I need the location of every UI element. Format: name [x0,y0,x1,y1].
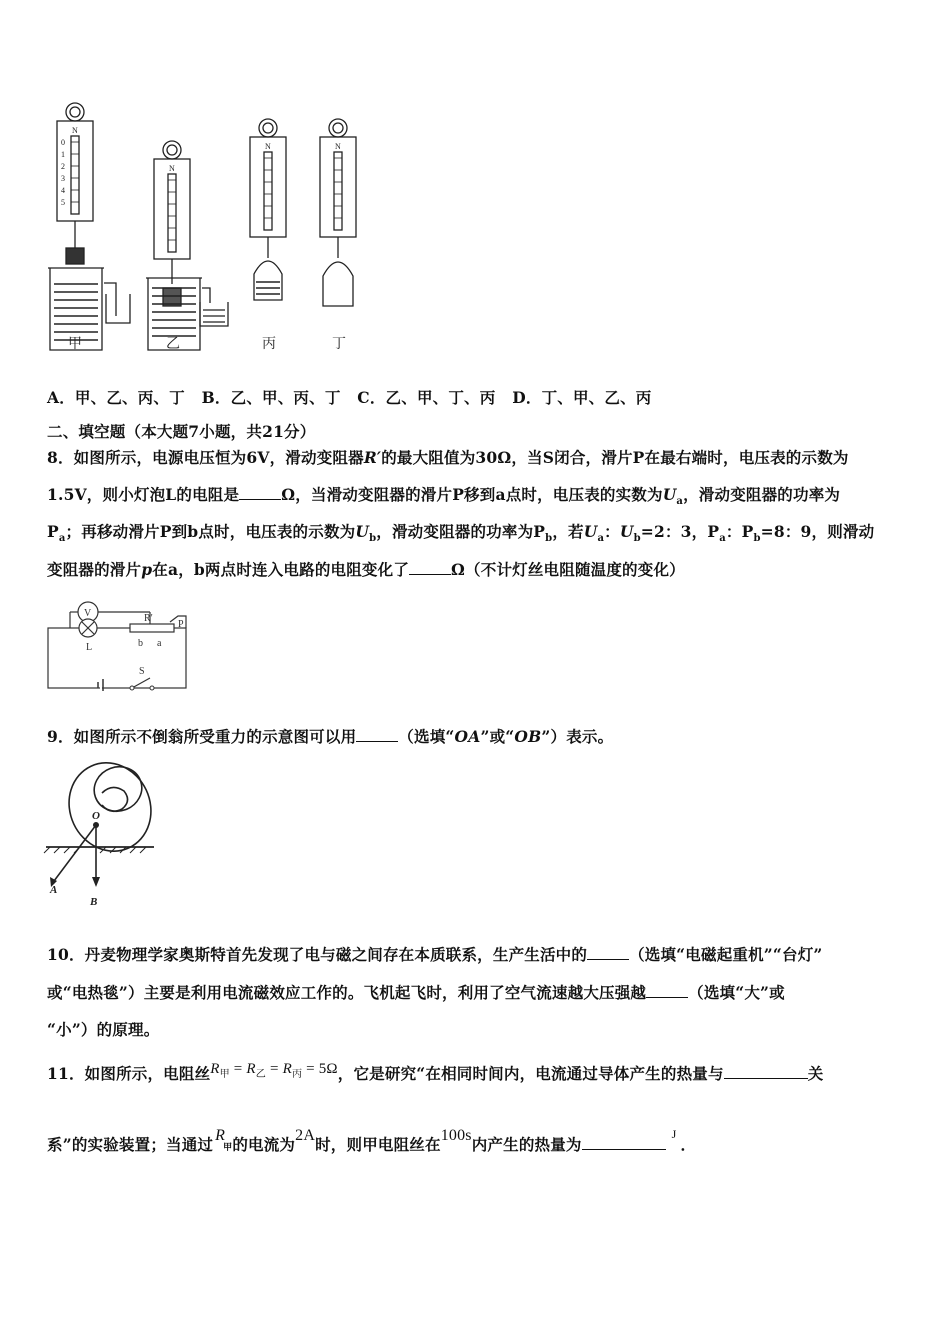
q9-tumbler-figure [40,755,170,915]
figure-label-bing: 丙 [262,337,276,352]
scale-tick-label: 3 [61,174,65,183]
q11-current: 2A [295,1127,316,1144]
q9-option-ob: OB [514,727,542,746]
answer-blank[interactable] [587,945,629,960]
q9-text: ”）表示。 [541,727,614,746]
q11-text: 的电流为 [232,1135,296,1154]
q8-text: ，若 [552,522,584,541]
q8-var-u: U [662,485,677,504]
switch-label: S [139,666,145,677]
figure-label-yi: 乙 [166,337,180,352]
q9-text: 9．如图所示不倒翁所受重力的示意图可以用 [47,727,357,746]
q9-option-oa: OA [454,727,481,746]
q8-var-p: p [141,560,153,579]
q8-text: ，滑动变阻器的功率为 [683,485,841,504]
q10-line-3: “小”）的原理。 [47,1020,160,1039]
q11-sub-jia: 甲 [223,1143,233,1153]
q10-text: （选填“电磁起重机”“台灯” [629,945,823,964]
scale-tick-label: 5 [61,198,65,207]
answer-blank[interactable] [409,560,451,575]
q11-unit-j: J [671,1127,677,1141]
q8-sub: b [545,533,553,545]
q8-text: 变阻器的滑片 [47,560,142,579]
rheostat-label: R′ [144,613,153,624]
scale-unit-n: N [169,164,175,173]
voltmeter-label: V [84,608,92,619]
slider-label: P [178,619,184,630]
q11-equation: $R_甲 = R_乙 = R_丙 = 5\Omega$ [210,1061,338,1080]
answer-blank[interactable] [356,727,398,742]
q8-sub: a [719,533,726,545]
eq-r: R [246,1061,256,1077]
answer-blank[interactable] [646,983,688,998]
q11-line-1 [47,1062,823,1086]
q8-sub: b [633,533,641,545]
q7-options: A．甲、乙、丙、丁 B．乙、甲、丙、丁 C．乙、甲、丁、丙 D．丁、甲、乙、丙 [47,388,652,407]
scale-unit-n: N [335,142,341,151]
q8-sub: a [676,496,684,508]
arrow-oa-icon [54,825,96,881]
q10-text: 或“电热毯”）主要是利用电流磁效应工作的。飞机起飞时，利用了空气流速越大压强越 [47,983,647,1002]
answer-blank[interactable] [724,1064,808,1079]
q9-line [47,725,613,747]
point-a-label: A [50,884,58,896]
q8-text: 的最大阻值为30Ω，当S闭合，滑片P在最右端时，电压表的示数为 [381,448,849,467]
q11-var-r: R [215,1127,226,1144]
switch-icon [132,678,150,688]
q8-text: P [47,522,59,541]
q11-text: ，它是研究“在相同时间内，电流通过导体产生的热量与 [337,1064,724,1083]
q8-sub: a [597,533,605,545]
q8-line-3 [47,520,874,544]
q10-line-1 [47,943,823,965]
q8-text: =2：3，P [640,522,720,541]
scale-tick-label: 1 [61,150,65,159]
q10-line-2 [47,981,785,1003]
q8-text: Ω（不计灯丝电阻随温度的变化） [451,560,685,579]
q8-text: Ω，当滑动变阻器的滑片P移到a点时，电压表的实数为 [281,485,663,504]
q11-text: 时，则甲电阻丝在 [315,1135,441,1154]
q9-text: ”或“ [480,727,515,746]
eq-sub-yi: 乙 [255,1069,266,1080]
eq-r: R [210,1061,220,1077]
scale-unit-n: N [72,126,78,135]
figure-label-ding: 丁 [332,337,346,352]
q8-text: ： [604,522,620,541]
q8-line-4 [47,558,685,580]
q11-text: 内产生的热量为 [471,1135,582,1154]
eq-value: 5Ω [318,1061,338,1077]
q11-text: 系”的实验装置；当通过 [47,1135,214,1154]
q8-text: ；再移动滑片P到b点时，电压表的示数为 [65,522,356,541]
answer-blank[interactable] [582,1135,666,1150]
q11-line-2 [47,1127,697,1155]
eq-sub-bing: 丙 [291,1069,303,1080]
scale-unit-n: N [265,142,271,151]
q8-var-rprime: R′ [363,448,382,467]
q8-sub: a [58,533,66,545]
scale-tick-label: 2 [61,162,65,171]
q11-text: ． [680,1135,697,1154]
point-a-label: a [157,638,162,649]
q8-sub: b [753,533,761,545]
spring-scales-figure [40,98,370,358]
q8-var-u: U [583,522,598,541]
q11-time: 100s [440,1127,472,1144]
q8-text: 1.5V，则小灯泡L的电阻是 [47,485,240,504]
figure-label-jia: 甲 [68,337,82,352]
point-b-label: B [90,896,98,908]
q11-text: 11．如图所示，电阻丝 [47,1064,211,1083]
q11-text: 关 [807,1064,824,1083]
point-o-label: O [92,810,100,822]
scale-tick-label: 4 [61,186,65,195]
rheostat-icon [130,624,174,632]
q8-var-u: U [619,522,634,541]
q9-text: （选填“ [398,727,455,746]
q8-line-2 [47,483,840,507]
q8-circuit-diagram [40,590,200,695]
eq-sub-jia: 甲 [219,1069,230,1080]
answer-blank[interactable] [239,485,281,500]
q8-var-u: U [355,522,370,541]
q8-text: ：P [725,522,754,541]
lamp-label: L [86,642,93,653]
q8-text: 8．如图所示，电源电压恒为6V，滑动变阻器 [47,448,364,467]
q8-text: 在a，b两点时连入电路的电阻变化了 [152,560,410,579]
q8-text: ，滑动变阻器的功率为P [376,522,546,541]
q10-text: 10．丹麦物理学家奥斯特首先发现了电与磁之间存在本质联系，生产生活中的 [47,945,588,964]
q8-line-1 [47,446,849,468]
point-b-label: b [138,638,143,649]
scale-tick-label: 0 [61,138,65,147]
eq-r: R [282,1061,292,1077]
q8-sub: b [369,533,377,545]
q8-text: =8：9，则滑动 [760,522,875,541]
q10-text: （选填“大”或 [688,983,785,1002]
section-title: 二、填空题（本大题7小题，共21分） [47,422,316,441]
